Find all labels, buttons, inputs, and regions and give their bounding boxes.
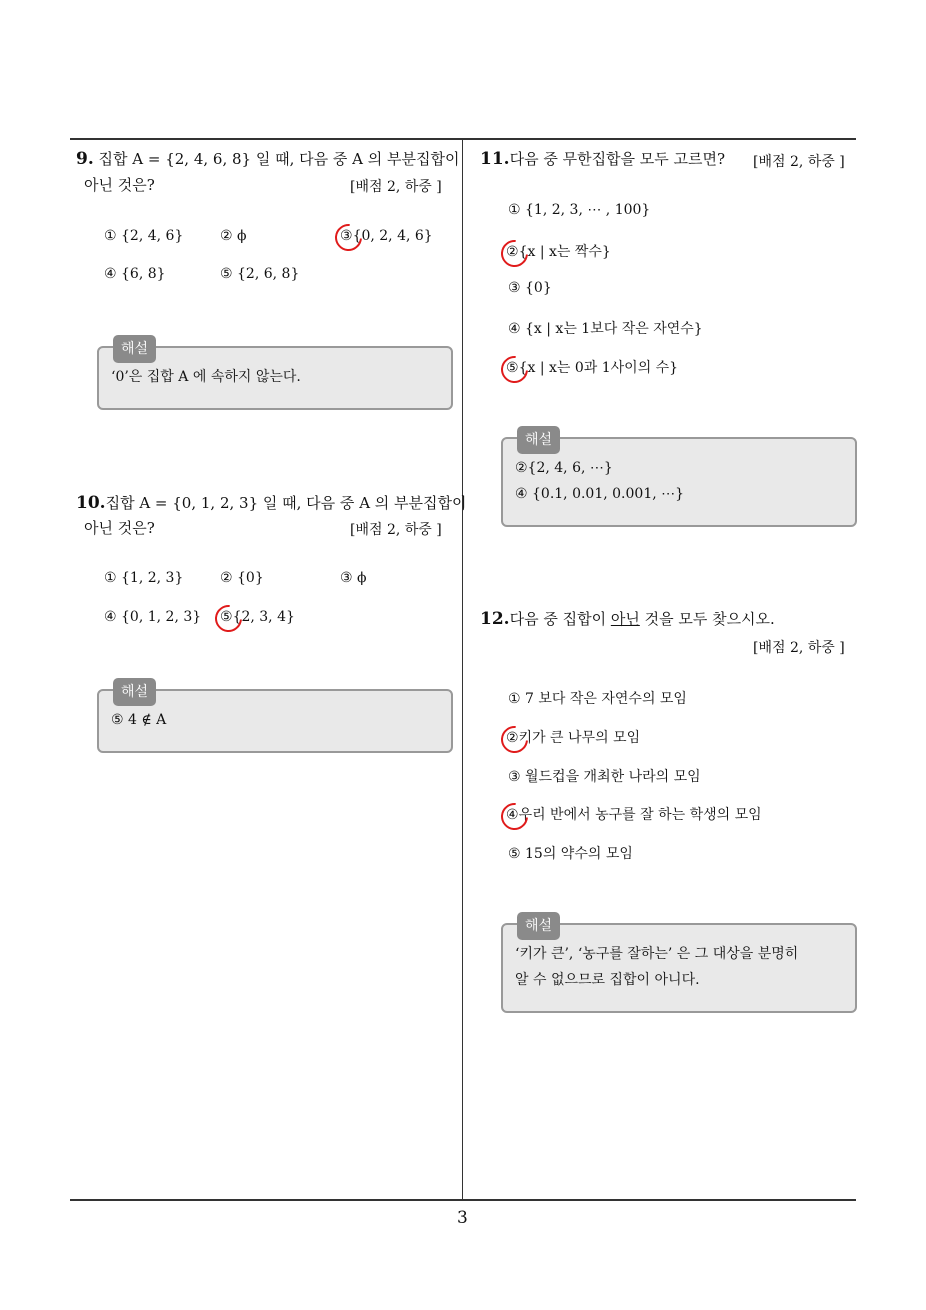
question-text: 다음 중 집합이 <box>509 610 611 628</box>
explanation-box-12 <box>501 918 857 1013</box>
question-10-stem <box>76 490 467 516</box>
answer-circle-icon: ② <box>506 730 519 746</box>
explanation-line: ⑤ 4 ∉ A <box>111 712 167 728</box>
explanation-box-9 <box>97 341 453 410</box>
question-11-stem <box>480 146 725 172</box>
choice-10-2[interactable]: ② {0} <box>220 570 264 586</box>
choice-12-5[interactable]: ⑤ 15의 약수의 모임 <box>508 846 633 862</box>
question-number: 11. <box>480 149 510 169</box>
choice-9-2[interactable]: ② ϕ <box>220 228 247 244</box>
explanation-tag: 해설 <box>113 678 156 706</box>
question-text: 집합 A = {0, 1, 2, 3} 일 때, 다음 중 A 의 부분집합이 <box>105 494 467 512</box>
question-text-underlined: 아닌 <box>610 610 640 628</box>
question-12-meta: [배점 2, 하중 ] <box>753 640 845 656</box>
explanation-line: ②{2, 4, 6, ⋯} <box>515 460 613 476</box>
choice-9-4[interactable]: ④ {6, 8} <box>104 266 166 282</box>
choice-9-3-correct[interactable]: ③{0, 2, 4, 6} <box>340 228 433 244</box>
question-text: 집합 A = {2, 4, 6, 8} 일 때, 다음 중 A 의 부분집합이 <box>93 150 460 168</box>
answer-circle-icon: ② <box>506 244 519 260</box>
question-text: 다음 중 무한집합을 모두 고르면? <box>509 150 726 168</box>
answer-circle-icon: ④ <box>506 807 519 823</box>
explanation-line: ④ {0.1, 0.01, 0.001, ⋯} <box>515 486 685 502</box>
question-10-stem-line2: 아닌 것은? <box>84 519 155 537</box>
question-number: 9. <box>76 149 94 169</box>
explanation-line: ‘키가 큰’, ‘농구를 잘하는’ 은 그 대상을 분명히 <box>515 946 799 962</box>
question-9-stem <box>76 146 459 172</box>
question-number: 10. <box>76 493 106 513</box>
answer-circle-icon: ⑤ <box>506 360 519 376</box>
choice-10-1[interactable]: ① {1, 2, 3} <box>104 570 184 586</box>
explanation-tag: 해설 <box>517 426 560 454</box>
question-text: 것을 모두 찾으시오. <box>639 610 775 628</box>
answer-circle-icon: ③ <box>340 228 353 244</box>
question-number: 12. <box>480 609 510 629</box>
choice-10-5-correct[interactable]: ⑤{2, 3, 4} <box>220 609 295 625</box>
explanation-tag: 해설 <box>517 912 560 940</box>
answer-circle-icon: ⑤ <box>220 609 233 625</box>
choice-9-5[interactable]: ⑤ {2, 6, 8} <box>220 266 300 282</box>
explanation-line: 알 수 없으므로 집합이 아니다. <box>515 972 700 988</box>
choice-11-4[interactable]: ④ {x | x는 1보다 작은 자연수} <box>508 321 703 337</box>
choice-12-1[interactable]: ① 7 보다 작은 자연수의 모임 <box>508 691 687 707</box>
choice-12-3[interactable]: ③ 월드컵을 개최한 나라의 모임 <box>508 769 701 785</box>
choice-9-1[interactable]: ① {2, 4, 6} <box>104 228 184 244</box>
question-9-meta: [배점 2, 하중 ] <box>350 179 442 195</box>
bottom-rule <box>70 1199 856 1201</box>
choice-12-2-correct[interactable]: ②키가 큰 나무의 모임 <box>506 730 641 746</box>
explanation-line: ‘0’은 집합 A 에 속하지 않는다. <box>111 369 301 385</box>
page-number: 3 <box>457 1208 468 1228</box>
choice-11-1[interactable]: ① {1, 2, 3, ⋯ , 100} <box>508 202 651 218</box>
explanation-tag: 해설 <box>113 335 156 363</box>
question-11-meta: [배점 2, 하중 ] <box>753 154 845 170</box>
explanation-box-11 <box>501 432 857 527</box>
question-10-meta: [배점 2, 하중 ] <box>350 522 442 538</box>
top-rule <box>70 138 856 140</box>
choice-11-5-correct[interactable]: ⑤{x | x는 0과 1사이의 수} <box>506 360 679 376</box>
choice-11-2-correct[interactable]: ②{x | x는 짝수} <box>506 244 611 260</box>
question-12-stem <box>480 606 775 632</box>
choice-10-3[interactable]: ③ ϕ <box>340 570 367 586</box>
choice-11-3[interactable]: ③ {0} <box>508 280 552 296</box>
choice-12-4-correct[interactable]: ④우리 반에서 농구를 잘 하는 학생의 모임 <box>506 807 762 823</box>
explanation-box-10 <box>97 684 453 753</box>
choice-10-4[interactable]: ④ {0, 1, 2, 3} <box>104 609 202 625</box>
question-9-stem-line2: 아닌 것은? <box>84 176 155 194</box>
column-divider <box>462 139 463 1201</box>
